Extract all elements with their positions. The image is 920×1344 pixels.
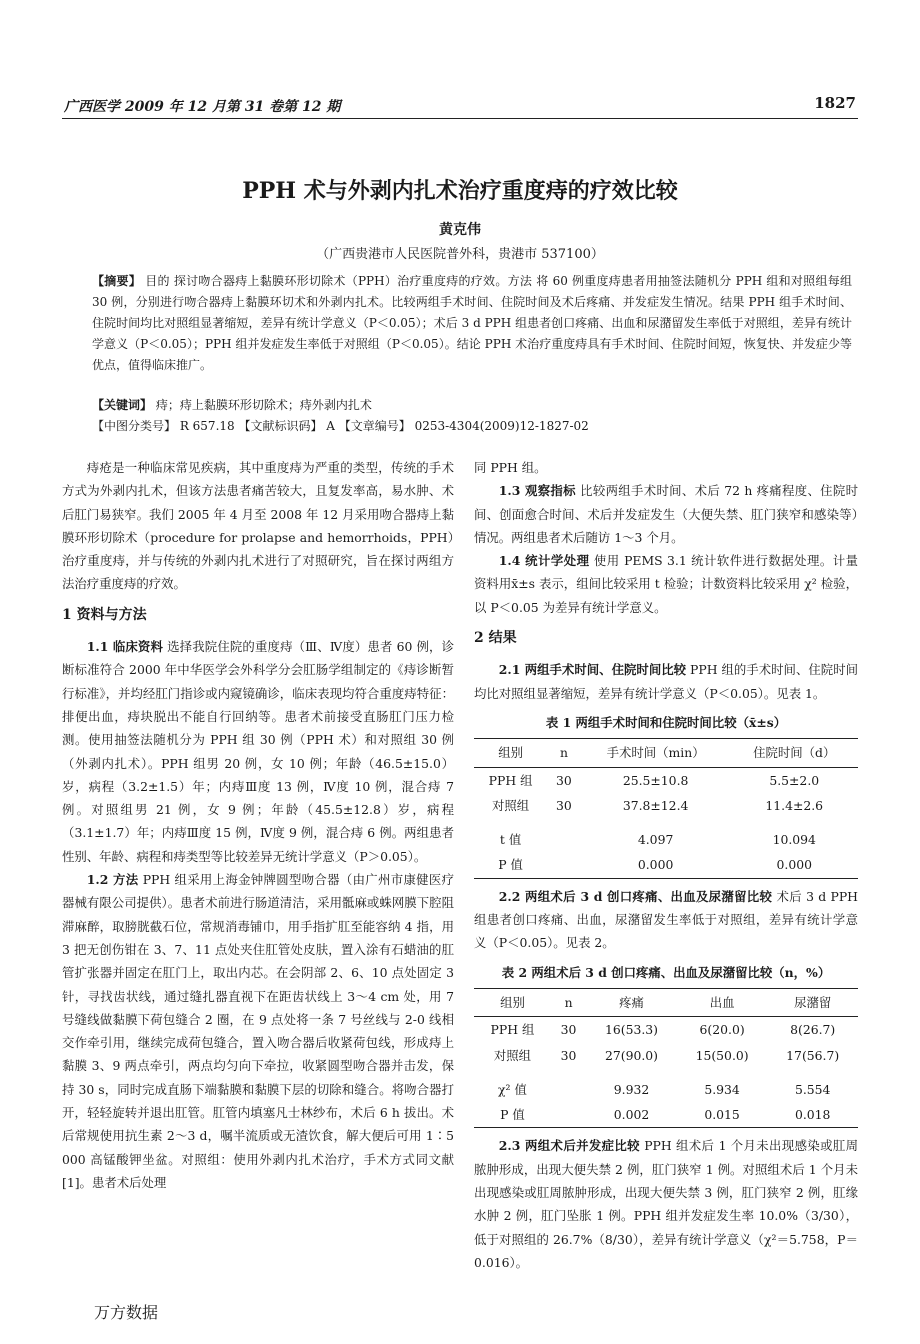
table-cell: P 值: [474, 852, 547, 878]
table-2: [474, 988, 858, 1128]
table-cell: 17(56.7): [786, 1047, 840, 1063]
table-cell: 30: [556, 797, 572, 813]
section-1-3: [474, 479, 858, 549]
section-2-3-text: PPH 组术后 1 个月未出现感染或肛周脓肿形成，出现大便失禁 2 例，肛门狭窄 1 例。对照组术后 1 个月未出现感染或肛周脓肿形成，出现大便失禁 3 例，肛门狭窄 2 例，肛缘水肿 2 例，肛门坠胀 1 例。PPH 组并发症发生率 10.0%（3/30），低于对照组的 26.7%（8/30），差异有统计学意义（χ²＝5.758，P＝0.016）。: [474, 1138, 858, 1270]
right-column: [474, 456, 858, 1274]
paper-title: PPH 术与外剥内扎术治疗重度痔的疗效比较: [242, 178, 678, 204]
section-2-3-heading: 2.3 两组术后并发症比较: [498, 1138, 640, 1154]
classification-line: 【中图分类号】 R 657.18 【文献标识码】 A 【文章编号】 0253-4304(2009)12-1827-02: [92, 419, 589, 433]
table-cell: 4.097: [637, 832, 674, 848]
table-cell: 11.4±2.6: [765, 797, 824, 813]
table-row: [474, 767, 858, 793]
table-cell: [551, 1102, 586, 1128]
section-2-3: [474, 1134, 858, 1274]
table-cell: 0.000: [581, 852, 731, 878]
section-1-4-text: 使用 PEMS 3.1 统计软件进行数据处理。计量资料用x̄±s 表示，组间比较采用 t 检验；计数资料比较采用 χ² 检验，以 P＜0.05 为差异有统计学意义。: [474, 553, 858, 615]
table-row: [474, 852, 858, 878]
table-cell: P 值: [474, 1102, 551, 1128]
abstract: [92, 271, 852, 376]
table-2-header: 组别: [474, 988, 551, 1016]
table-cell: PPH 组: [488, 772, 533, 788]
page-number: 1827: [814, 94, 856, 112]
table-cell: 30: [560, 1047, 577, 1063]
table-cell: 27(90.0): [604, 1047, 659, 1063]
table-cell: 9.932: [613, 1081, 650, 1097]
table-row: [474, 1102, 858, 1128]
abstract-text: 目的 探讨吻合器痔上黏膜环形切除术（PPH）治疗重度痔的疗效。方法 将 60 例重度痔患者用抽签法随机分 PPH 组和对照组每组 30 例，分别进行吻合器痔上黏膜环切术和外剥内扎术。比较两组手术时间、住院时间及术后疼痛、并发症发生情况。结果 PPH 组手术时间、住院时间均比对照组显著缩短，差异有统计学意义（P＜0.05）；术后 3 d PPH 组患者创口疼痛、出血和尿潴留发生率低于对照组，差异有统计学意义（P＜0.05）；PPH 组并发症发生率低于对照组（P＜0.05）。结论 PPH 术治疗重度痔具有手术时间、住院时间短，恢复快、并发症少等优点，值得临床推广。: [92, 274, 852, 372]
section-1-1-heading: 1.1 临床资料: [86, 639, 164, 655]
intro-paragraph: 痔疮是一种临床常见疾病，其中重度痔为严重的类型，传统的手术方式为外剥内扎术，但该方法患者痛苦较大，且复发率高，易水肿、术后肛门易狭窄。我们 2005 年 4 月至 2008 年 12 月采用吻合器痔上黏膜环形切除术（procedure for prolapse and hemorrhoids，PPH）治疗重度痔，并与传统的外剥内扎术进行了对照研究，旨在探讨两组方法治疗重度痔的疗效。: [62, 460, 454, 592]
section-2-2: [474, 885, 858, 955]
table-2-caption: 表 2 两组术后 3 d 创口疼痛、出血及尿潴留比较（n，%）: [501, 964, 831, 980]
section-1-heading: 1 资料与方法: [62, 606, 147, 623]
section-1-4: [474, 549, 858, 619]
left-column: [62, 456, 454, 1194]
table-2-header: 疼痛: [586, 988, 677, 1016]
table-cell: 0.000: [730, 852, 858, 878]
table-cell: 30: [556, 772, 572, 788]
table-cell: 0.018: [767, 1102, 858, 1128]
footer-watermark: 万方数据: [94, 1303, 159, 1322]
section-1-2-text: PPH 组采用上海金钟牌圆型吻合器（由广州市康健医疗器械有限公司提供）。患者术前进行肠道清洁，采用骶麻或蛛网膜下腔阻滞麻醉，取膀胱截石位，常规消毒铺巾，用手指扩肛至能容纳 4 指，用 3 把无创伤钳在 3、7、11 点处夹住肛管处皮肤，置入涂有石蜡油的肛管扩张器并固定在肛门上，取出内芯。在会阴部 2、6、10 点处固定 3 针，寻找齿状线，通过缝扎器直视下在距齿状线上 3～4 cm 处，用 7 号缝线做黏膜下荷包缝合 2 圈，在 9 点处将一条 7 号丝线与 2-0 线相交作牵引用，继续完成荷包缝合，置入吻合器后收紧荷包线，形成痔上黏膜 3、9 两点牵引，两点均匀向下牵拉，收紧圆型吻合器并击发，保持 30 s，同时完成直肠下端黏膜和黏膜下层的切除和缝合。将吻合器打开，轻轻旋转并退出肛管。肛管内填塞凡士林纱布，术后 6 h 拔出。术后常规使用抗生素 2～3 d，嘱半流质或无渣饮食，解大便后可用 1∶5 000 高锰酸钾坐盆。对照组：使用外剥内扎术治疗，手术方式同文献[1]。患者术后处理: [62, 872, 455, 1190]
table-cell: 5.554: [794, 1081, 831, 1097]
table-1-caption: 表 1 两组手术时间和住院时间比较（x̄±s）: [545, 714, 787, 730]
table-row: [474, 818, 858, 852]
section-2-2-text: 术后 3 d PPH 组患者创口疼痛、出血，尿潴留发生率低于对照组，差异有统计学意义（P＜0.05）。见表 2。: [474, 888, 858, 951]
section-1-2-heading: 1.2 方法: [86, 872, 139, 888]
table-row: [474, 1043, 858, 1068]
table-cell: PPH 组: [490, 1022, 535, 1038]
keywords-label: 【关键词】: [92, 398, 153, 412]
header-rule: [62, 118, 858, 119]
table-cell: 6(20.0): [699, 1022, 745, 1038]
table-2-header: 尿潴留: [767, 988, 858, 1016]
keywords: [92, 395, 852, 437]
table-1-header: 手术时间（min）: [581, 739, 731, 767]
table-cell: [547, 852, 581, 878]
table-cell: [547, 818, 581, 852]
table-1-header: n: [547, 739, 581, 767]
section-1-1-text: 选择我院住院的重度痔（Ⅲ、Ⅳ度）患者 60 例，诊断标准符合 2000 年中华医学会外科学分会肛肠学组制定的《痔诊断暂行标准》，并均经肛门指诊或内窥镜确诊，临床表现均符合重度痔特征：排便出血，痔块脱出不能自行回纳等。患者术前接受直肠肛门压力检测。使用抽签法随机分为 PPH 组 30 例（PPH 术）和对照组 30 例（外剥内扎术）。PPH 组男 20 例，女 10 例；年龄（46.5±15.0）岁，病程（3.2±1.5）年；内痔Ⅲ度 13 例，Ⅳ度 10 例，混合痔 7 例。对照组男 21 例，女 9 例；年龄（45.5±12.8）岁，病程（3.1±1.7）年；内痔Ⅲ度 15 例，Ⅳ度 9 例，混合痔 6 例。两组患者性别、年龄、病程和痔类型等比较差异无统计学意义（P＞0.05）。: [62, 639, 454, 864]
section-2-2-heading: 2.2 两组术后 3 d 创口疼痛、出血及尿潴留比较: [498, 888, 773, 904]
table-cell: 10.094: [772, 832, 816, 848]
table-cell: 16(53.3): [604, 1022, 659, 1038]
section-2-1-heading: 2.1 两组手术时间、住院时间比较: [498, 662, 687, 678]
table-row: [474, 793, 858, 818]
section-2-1: [474, 658, 858, 705]
table-cell: 37.8±12.4: [622, 797, 689, 813]
section-1-2: [62, 868, 454, 1194]
table-cell: 8(26.7): [790, 1022, 836, 1038]
keywords-text: 痔；痔上黏膜环形切除术；痔外剥内扎术: [152, 398, 372, 412]
table-row: [474, 1017, 858, 1043]
table-1: [474, 738, 858, 878]
section-1-3-text: 比较两组手术时间、术后 72 h 疼痛程度、住院时间、创面愈合时间、术后并发症发生（大便失禁、肛门狭窄和感染等）情况。两组患者术后随访 1～3 个月。: [474, 483, 858, 545]
table-cell: 对照组: [493, 1047, 532, 1063]
table-cell: t 值: [499, 832, 522, 848]
table-1-header: 住院时间（d）: [730, 739, 858, 767]
journal-header: 广西医学 2009 年 12 月第 31 卷第 12 期: [64, 99, 341, 115]
affiliation: （广西贵港市人民医院普外科，贵港市 537100）: [316, 247, 604, 262]
table-2-header: 出血: [677, 988, 768, 1016]
section-1-4-heading: 1.4 统计学处理: [498, 553, 590, 569]
table-2-header: n: [551, 988, 586, 1016]
author: 黄克伟: [439, 222, 481, 238]
table-cell: χ² 值: [498, 1081, 527, 1097]
table-cell: 30: [560, 1022, 577, 1038]
section-1-1: [62, 635, 454, 868]
section-2-1-text: PPH 组的手术时间、住院时间均比对照组显著缩短，差异有统计学意义（P＜0.05）。见表 1。: [474, 662, 859, 701]
table-cell: 对照组: [491, 797, 530, 813]
table-cell: 5.5±2.0: [769, 772, 820, 788]
table-cell: 0.015: [677, 1102, 768, 1128]
table-cell: 15(50.0): [695, 1047, 749, 1063]
continued-text: 同 PPH 组。: [474, 460, 547, 475]
abstract-label: 【摘要】: [92, 274, 142, 288]
section-2-heading: 2 结果: [474, 630, 517, 647]
table-cell: 25.5±10.8: [622, 772, 689, 788]
table-row: [474, 1068, 858, 1102]
table-cell: 5.934: [704, 1081, 740, 1097]
table-cell: [551, 1068, 586, 1102]
table-1-header: 组别: [474, 739, 547, 767]
section-1-3-heading: 1.3 观察指标: [498, 483, 576, 499]
table-cell: 0.002: [586, 1102, 677, 1128]
